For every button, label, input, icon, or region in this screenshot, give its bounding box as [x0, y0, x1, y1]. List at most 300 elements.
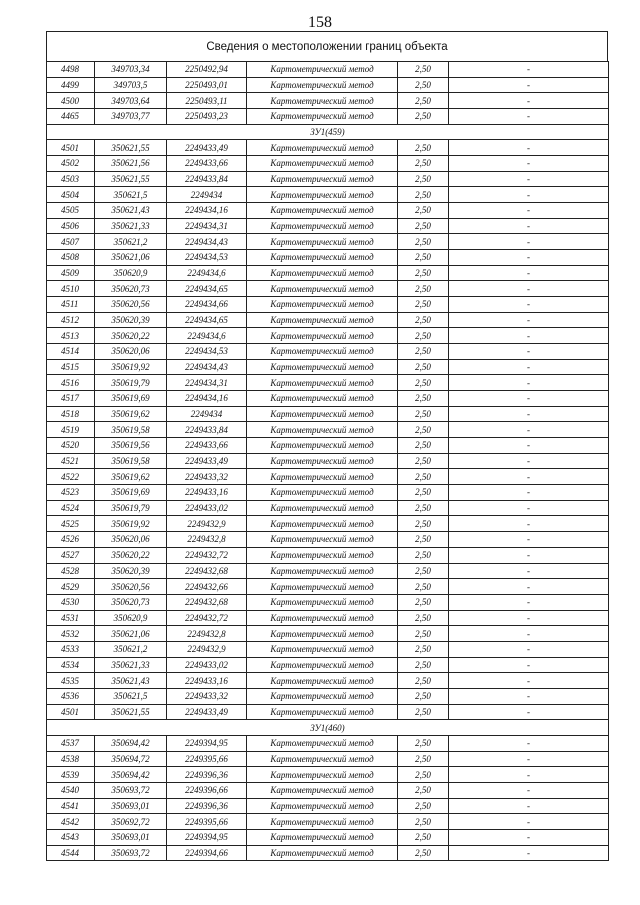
point-number-cell: 4522 [47, 469, 95, 485]
description-cell: - [449, 751, 609, 767]
x-coordinate-cell: 350620,22 [95, 328, 167, 344]
table-row [47, 469, 609, 485]
x-coordinate-cell: 350693,72 [95, 845, 167, 861]
accuracy-cell: 2,50 [398, 109, 449, 125]
y-coordinate-cell: 2249433,16 [167, 673, 247, 689]
x-coordinate-cell: 350619,92 [95, 516, 167, 532]
method-cell: Картометрический метод [247, 673, 398, 689]
table-row [47, 798, 609, 814]
description-cell: - [449, 62, 609, 78]
table-row [47, 297, 609, 313]
point-number-cell: 4518 [47, 406, 95, 422]
y-coordinate-cell: 2249433,32 [167, 469, 247, 485]
accuracy-cell: 2,50 [398, 782, 449, 798]
description-cell: - [449, 265, 609, 281]
method-cell: Картометрический метод [247, 579, 398, 595]
x-coordinate-cell: 350619,69 [95, 391, 167, 407]
accuracy-cell: 2,50 [398, 532, 449, 548]
accuracy-cell: 2,50 [398, 218, 449, 234]
description-cell: - [449, 798, 609, 814]
y-coordinate-cell: 2249433,32 [167, 688, 247, 704]
method-cell: Картометрический метод [247, 140, 398, 156]
point-number-cell: 4524 [47, 500, 95, 516]
point-number-cell: 4537 [47, 735, 95, 751]
description-cell: - [449, 563, 609, 579]
table-row [47, 62, 609, 78]
point-number-cell: 4513 [47, 328, 95, 344]
y-coordinate-cell: 2249434 [167, 187, 247, 203]
accuracy-cell: 2,50 [398, 375, 449, 391]
method-cell: Картометрический метод [247, 814, 398, 830]
method-cell: Картометрический метод [247, 297, 398, 313]
description-cell: - [449, 438, 609, 454]
table-row [47, 328, 609, 344]
y-coordinate-cell: 2249432,68 [167, 563, 247, 579]
accuracy-cell: 2,50 [398, 626, 449, 642]
accuracy-cell: 2,50 [398, 829, 449, 845]
accuracy-cell: 2,50 [398, 62, 449, 78]
y-coordinate-cell: 2249434,6 [167, 265, 247, 281]
accuracy-cell: 2,50 [398, 297, 449, 313]
point-number-cell: 4536 [47, 688, 95, 704]
point-number-cell: 4532 [47, 626, 95, 642]
accuracy-cell: 2,50 [398, 281, 449, 297]
x-coordinate-cell: 350692,72 [95, 814, 167, 830]
x-coordinate-cell: 349703,5 [95, 77, 167, 93]
description-cell: - [449, 281, 609, 297]
accuracy-cell: 2,50 [398, 312, 449, 328]
accuracy-cell: 2,50 [398, 735, 449, 751]
description-cell: - [449, 782, 609, 798]
method-cell: Картометрический метод [247, 782, 398, 798]
accuracy-cell: 2,50 [398, 171, 449, 187]
description-cell: - [449, 500, 609, 516]
description-cell: - [449, 845, 609, 861]
x-coordinate-cell: 349703,64 [95, 93, 167, 109]
x-coordinate-cell: 350620,06 [95, 344, 167, 360]
accuracy-cell: 2,50 [398, 359, 449, 375]
x-coordinate-cell: 349703,34 [95, 62, 167, 78]
y-coordinate-cell: 2249432,8 [167, 532, 247, 548]
point-number-cell: 4507 [47, 234, 95, 250]
y-coordinate-cell: 2249396,66 [167, 782, 247, 798]
x-coordinate-cell: 349703,77 [95, 109, 167, 125]
description-cell: - [449, 93, 609, 109]
accuracy-cell: 2,50 [398, 500, 449, 516]
method-cell: Картометрический метод [247, 312, 398, 328]
x-coordinate-cell: 350694,72 [95, 751, 167, 767]
point-number-cell: 4534 [47, 657, 95, 673]
accuracy-cell: 2,50 [398, 453, 449, 469]
method-cell: Картометрический метод [247, 109, 398, 125]
method-cell: Картометрический метод [247, 751, 398, 767]
method-cell: Картометрический метод [247, 328, 398, 344]
accuracy-cell: 2,50 [398, 438, 449, 454]
point-number-cell: 4519 [47, 422, 95, 438]
method-cell: Картометрический метод [247, 391, 398, 407]
table-row [47, 610, 609, 626]
point-number-cell: 4526 [47, 532, 95, 548]
accuracy-cell: 2,50 [398, 657, 449, 673]
method-cell: Картометрический метод [247, 453, 398, 469]
accuracy-cell: 2,50 [398, 344, 449, 360]
point-number-cell: 4521 [47, 453, 95, 469]
y-coordinate-cell: 2249433,66 [167, 156, 247, 172]
table-row [47, 767, 609, 783]
accuracy-cell: 2,50 [398, 798, 449, 814]
method-cell: Картометрический метод [247, 422, 398, 438]
method-cell: Картометрический метод [247, 767, 398, 783]
y-coordinate-cell: 2249433,49 [167, 453, 247, 469]
section-label: ЗУ1(460) [47, 720, 609, 736]
description-cell: - [449, 234, 609, 250]
table-row [47, 359, 609, 375]
method-cell: Картометрический метод [247, 344, 398, 360]
x-coordinate-cell: 350619,56 [95, 438, 167, 454]
method-cell: Картометрический метод [247, 265, 398, 281]
y-coordinate-cell: 2249432,72 [167, 610, 247, 626]
x-coordinate-cell: 350621,55 [95, 704, 167, 720]
table-row [47, 156, 609, 172]
x-coordinate-cell: 350693,01 [95, 829, 167, 845]
description-cell: - [449, 673, 609, 689]
y-coordinate-cell: 2250493,23 [167, 109, 247, 125]
description-cell: - [449, 250, 609, 266]
table-row [47, 93, 609, 109]
x-coordinate-cell: 350621,2 [95, 234, 167, 250]
table-row [47, 626, 609, 642]
x-coordinate-cell: 350621,55 [95, 171, 167, 187]
y-coordinate-cell: 2249434,31 [167, 375, 247, 391]
method-cell: Картометрический метод [247, 735, 398, 751]
method-cell: Картометрический метод [247, 469, 398, 485]
table-row [47, 641, 609, 657]
table-row [47, 250, 609, 266]
method-cell: Картометрический метод [247, 704, 398, 720]
accuracy-cell: 2,50 [398, 704, 449, 720]
x-coordinate-cell: 350620,73 [95, 594, 167, 610]
accuracy-cell: 2,50 [398, 140, 449, 156]
y-coordinate-cell: 2249432,72 [167, 547, 247, 563]
coordinates-table-body [47, 62, 609, 861]
table-row [47, 673, 609, 689]
accuracy-cell: 2,50 [398, 234, 449, 250]
x-coordinate-cell: 350621,43 [95, 203, 167, 219]
table-row [47, 77, 609, 93]
method-cell: Картометрический метод [247, 438, 398, 454]
y-coordinate-cell: 2249433,49 [167, 140, 247, 156]
accuracy-cell: 2,50 [398, 688, 449, 704]
y-coordinate-cell: 2249433,84 [167, 422, 247, 438]
page-number: 158 [308, 14, 332, 31]
y-coordinate-cell: 2249432,9 [167, 516, 247, 532]
description-cell: - [449, 657, 609, 673]
x-coordinate-cell: 350621,5 [95, 187, 167, 203]
accuracy-cell: 2,50 [398, 673, 449, 689]
x-coordinate-cell: 350620,22 [95, 547, 167, 563]
description-cell: - [449, 594, 609, 610]
coordinates-table [46, 61, 609, 861]
point-number-cell: 4528 [47, 563, 95, 579]
accuracy-cell: 2,50 [398, 579, 449, 595]
description-cell: - [449, 109, 609, 125]
method-cell: Картометрический метод [247, 610, 398, 626]
point-number-cell: 4520 [47, 438, 95, 454]
table-row [47, 579, 609, 595]
method-cell: Картометрический метод [247, 375, 398, 391]
description-cell: - [449, 344, 609, 360]
point-number-cell: 4540 [47, 782, 95, 798]
description-cell: - [449, 532, 609, 548]
point-number-cell: 4539 [47, 767, 95, 783]
point-number-cell: 4502 [47, 156, 95, 172]
accuracy-cell: 2,50 [398, 641, 449, 657]
y-coordinate-cell: 2250493,11 [167, 93, 247, 109]
table-row [47, 171, 609, 187]
x-coordinate-cell: 350621,2 [95, 641, 167, 657]
accuracy-cell: 2,50 [398, 265, 449, 281]
description-cell: - [449, 140, 609, 156]
accuracy-cell: 2,50 [398, 845, 449, 861]
description-cell: - [449, 406, 609, 422]
x-coordinate-cell: 350620,39 [95, 563, 167, 579]
method-cell: Картометрический метод [247, 234, 398, 250]
x-coordinate-cell: 350694,42 [95, 767, 167, 783]
description-cell: - [449, 469, 609, 485]
point-number-cell: 4535 [47, 673, 95, 689]
point-number-cell: 4499 [47, 77, 95, 93]
table-row [47, 547, 609, 563]
table-row [47, 829, 609, 845]
description-cell: - [449, 359, 609, 375]
description-cell: - [449, 626, 609, 642]
method-cell: Картометрический метод [247, 485, 398, 501]
x-coordinate-cell: 350621,55 [95, 140, 167, 156]
table-row [47, 391, 609, 407]
accuracy-cell: 2,50 [398, 422, 449, 438]
method-cell: Картометрический метод [247, 93, 398, 109]
x-coordinate-cell: 350620,9 [95, 610, 167, 626]
point-number-cell: 4543 [47, 829, 95, 845]
y-coordinate-cell: 2249434,43 [167, 359, 247, 375]
x-coordinate-cell: 350620,06 [95, 532, 167, 548]
description-cell: - [449, 814, 609, 830]
point-number-cell: 4516 [47, 375, 95, 391]
x-coordinate-cell: 350619,79 [95, 375, 167, 391]
point-number-cell: 4542 [47, 814, 95, 830]
description-cell: - [449, 641, 609, 657]
y-coordinate-cell: 2249434,16 [167, 203, 247, 219]
description-cell: - [449, 704, 609, 720]
accuracy-cell: 2,50 [398, 250, 449, 266]
point-number-cell: 4514 [47, 344, 95, 360]
y-coordinate-cell: 2249432,66 [167, 579, 247, 595]
accuracy-cell: 2,50 [398, 328, 449, 344]
method-cell: Картометрический метод [247, 62, 398, 78]
x-coordinate-cell: 350620,56 [95, 579, 167, 595]
y-coordinate-cell: 2249433,84 [167, 171, 247, 187]
y-coordinate-cell: 2249434,66 [167, 297, 247, 313]
description-cell: - [449, 516, 609, 532]
description-cell: - [449, 171, 609, 187]
point-number-cell: 4498 [47, 62, 95, 78]
x-coordinate-cell: 350620,56 [95, 297, 167, 313]
x-coordinate-cell: 350621,33 [95, 657, 167, 673]
point-number-cell: 4531 [47, 610, 95, 626]
point-number-cell: 4541 [47, 798, 95, 814]
table-row [47, 281, 609, 297]
accuracy-cell: 2,50 [398, 391, 449, 407]
accuracy-cell: 2,50 [398, 594, 449, 610]
method-cell: Картометрический метод [247, 657, 398, 673]
point-number-cell: 4500 [47, 93, 95, 109]
y-coordinate-cell: 2249432,8 [167, 626, 247, 642]
y-coordinate-cell: 2249434,53 [167, 250, 247, 266]
table-row [47, 453, 609, 469]
point-number-cell: 4525 [47, 516, 95, 532]
x-coordinate-cell: 350621,06 [95, 250, 167, 266]
x-coordinate-cell: 350620,39 [95, 312, 167, 328]
accuracy-cell: 2,50 [398, 485, 449, 501]
x-coordinate-cell: 350621,06 [95, 626, 167, 642]
point-number-cell: 4501 [47, 704, 95, 720]
y-coordinate-cell: 2249395,66 [167, 751, 247, 767]
point-number-cell: 4511 [47, 297, 95, 313]
y-coordinate-cell: 2249396,36 [167, 767, 247, 783]
table-row [47, 751, 609, 767]
y-coordinate-cell: 2249434,65 [167, 281, 247, 297]
table-row [47, 218, 609, 234]
y-coordinate-cell: 2249432,9 [167, 641, 247, 657]
table-row [47, 657, 609, 673]
y-coordinate-cell: 2249433,16 [167, 485, 247, 501]
y-coordinate-cell: 2249433,02 [167, 500, 247, 516]
accuracy-cell: 2,50 [398, 93, 449, 109]
method-cell: Картометрический метод [247, 547, 398, 563]
table-row [47, 109, 609, 125]
method-cell: Картометрический метод [247, 156, 398, 172]
point-number-cell: 4508 [47, 250, 95, 266]
y-coordinate-cell: 2249434,6 [167, 328, 247, 344]
accuracy-cell: 2,50 [398, 77, 449, 93]
description-cell: - [449, 218, 609, 234]
method-cell: Картометрический метод [247, 563, 398, 579]
point-number-cell: 4512 [47, 312, 95, 328]
table-row [47, 516, 609, 532]
section-row [47, 124, 609, 140]
x-coordinate-cell: 350621,56 [95, 156, 167, 172]
description-cell: - [449, 767, 609, 783]
y-coordinate-cell: 2249434,53 [167, 344, 247, 360]
table-row [47, 704, 609, 720]
point-number-cell: 4465 [47, 109, 95, 125]
table-row [47, 563, 609, 579]
method-cell: Картометрический метод [247, 532, 398, 548]
x-coordinate-cell: 350694,42 [95, 735, 167, 751]
table-row [47, 187, 609, 203]
table-row [47, 344, 609, 360]
table-row [47, 312, 609, 328]
accuracy-cell: 2,50 [398, 547, 449, 563]
point-number-cell: 4501 [47, 140, 95, 156]
accuracy-cell: 2,50 [398, 203, 449, 219]
table-title: Сведения о местоположении границ объекта [46, 31, 608, 61]
table-row [47, 234, 609, 250]
x-coordinate-cell: 350619,58 [95, 422, 167, 438]
accuracy-cell: 2,50 [398, 767, 449, 783]
point-number-cell: 4527 [47, 547, 95, 563]
accuracy-cell: 2,50 [398, 516, 449, 532]
description-cell: - [449, 77, 609, 93]
description-cell: - [449, 735, 609, 751]
table-row [47, 140, 609, 156]
point-number-cell: 4505 [47, 203, 95, 219]
y-coordinate-cell: 2249434,31 [167, 218, 247, 234]
x-coordinate-cell: 350620,73 [95, 281, 167, 297]
table-row [47, 203, 609, 219]
y-coordinate-cell: 2249434,16 [167, 391, 247, 407]
method-cell: Картометрический метод [247, 500, 398, 516]
method-cell: Картометрический метод [247, 77, 398, 93]
description-cell: - [449, 297, 609, 313]
y-coordinate-cell: 2249433,49 [167, 704, 247, 720]
method-cell: Картометрический метод [247, 845, 398, 861]
description-cell: - [449, 485, 609, 501]
method-cell: Картометрический метод [247, 626, 398, 642]
boundary-sheet [46, 31, 608, 861]
description-cell: - [449, 187, 609, 203]
section-label: ЗУ1(459) [47, 124, 609, 140]
x-coordinate-cell: 350619,58 [95, 453, 167, 469]
y-coordinate-cell: 2249434,43 [167, 234, 247, 250]
y-coordinate-cell: 2249433,66 [167, 438, 247, 454]
description-cell: - [449, 453, 609, 469]
method-cell: Картометрический метод [247, 829, 398, 845]
x-coordinate-cell: 350693,72 [95, 782, 167, 798]
point-number-cell: 4529 [47, 579, 95, 595]
accuracy-cell: 2,50 [398, 610, 449, 626]
y-coordinate-cell: 2249394,95 [167, 829, 247, 845]
method-cell: Картометрический метод [247, 516, 398, 532]
y-coordinate-cell: 2249394,66 [167, 845, 247, 861]
y-coordinate-cell: 2249432,68 [167, 594, 247, 610]
x-coordinate-cell: 350619,62 [95, 406, 167, 422]
x-coordinate-cell: 350693,01 [95, 798, 167, 814]
table-row [47, 735, 609, 751]
y-coordinate-cell: 2249396,36 [167, 798, 247, 814]
y-coordinate-cell: 2249434 [167, 406, 247, 422]
description-cell: - [449, 203, 609, 219]
accuracy-cell: 2,50 [398, 187, 449, 203]
table-row [47, 688, 609, 704]
x-coordinate-cell: 350619,79 [95, 500, 167, 516]
x-coordinate-cell: 350619,62 [95, 469, 167, 485]
y-coordinate-cell: 2249394,95 [167, 735, 247, 751]
section-row [47, 720, 609, 736]
point-number-cell: 4544 [47, 845, 95, 861]
accuracy-cell: 2,50 [398, 751, 449, 767]
table-row [47, 265, 609, 281]
table-row [47, 845, 609, 861]
description-cell: - [449, 547, 609, 563]
x-coordinate-cell: 350619,92 [95, 359, 167, 375]
x-coordinate-cell: 350621,43 [95, 673, 167, 689]
table-row [47, 594, 609, 610]
x-coordinate-cell: 350621,5 [95, 688, 167, 704]
description-cell: - [449, 579, 609, 595]
point-number-cell: 4515 [47, 359, 95, 375]
x-coordinate-cell: 350619,69 [95, 485, 167, 501]
